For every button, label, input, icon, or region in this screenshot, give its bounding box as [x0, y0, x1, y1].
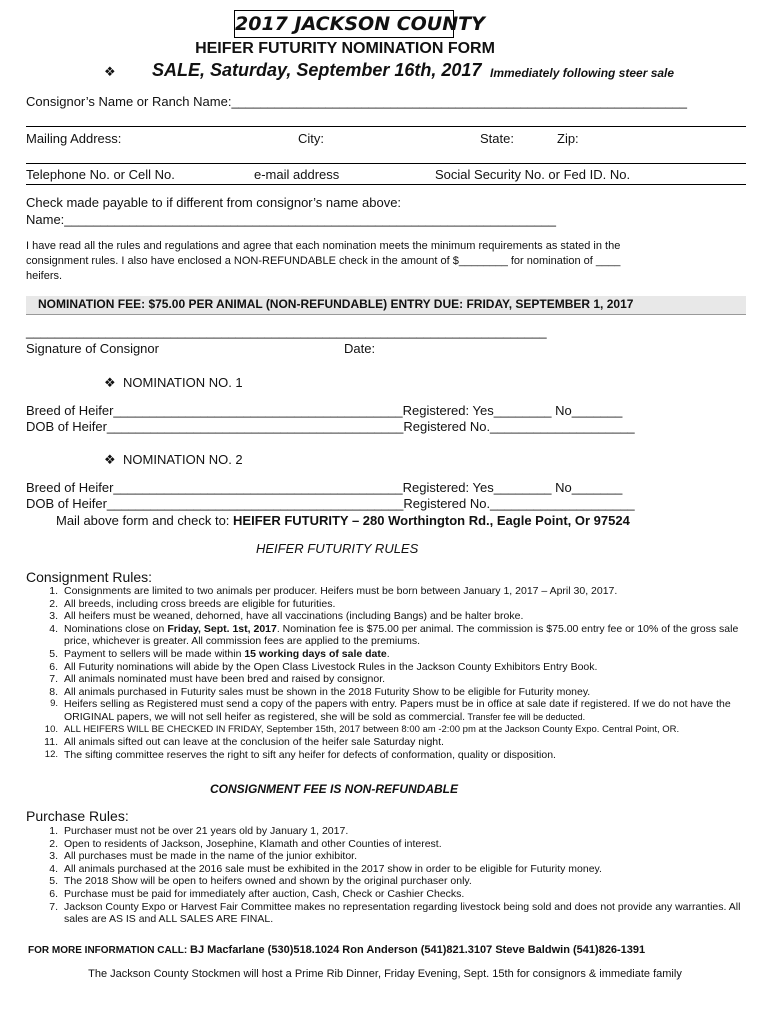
nomination-1-label: NOMINATION NO. 1: [123, 375, 243, 390]
nomination-1-breed-field[interactable]: Breed of Heifer________________________________________Registered: Yes________ No_______: [26, 403, 623, 418]
list-item: 3. All purchases must be made in the name of the junior exhibitor.: [49, 850, 357, 863]
ssn-label: Social Security No. or Fed ID. No.: [435, 167, 631, 182]
agreement-line-3: heifers.: [26, 270, 63, 282]
rules-title: HEIFER FUTURITY RULES: [256, 541, 419, 556]
list-item: 5. Payment to sellers will be made within 15 working days of sale date.: [49, 647, 390, 660]
list-item: 4. All animals purchased at the 2016 sale must be exhibited in the 2017 show in order to be eligible for Futurity money.: [49, 862, 602, 875]
diamond-bullet-icon: ❖: [104, 375, 116, 390]
list-item: 6. Purchase must be paid for immediately after auction, Cash, Check or Cashier Checks.: [49, 887, 465, 900]
list-item: 5. The 2018 Show will be open to heifers owned and shown by the original purchaser only.: [49, 875, 472, 888]
mail-address: HEIFER FUTURITY – 280 Worthington Rd., Eagle Point, Or 97524: [233, 513, 630, 528]
contact-info: [28, 944, 645, 956]
state-label: State:: [480, 131, 514, 146]
list-item: 11. All animals sifted out can leave at the conclusion of the heifer sale Saturday night.: [44, 736, 444, 749]
contact-label: FOR MORE INFORMATION CALL:: [28, 945, 191, 956]
diamond-bullet-icon: ❖: [104, 452, 116, 467]
mail-prefix: Mail above form and check to:: [56, 513, 234, 528]
list-item: 1. Purchaser must not be over 21 years old by January 1, 2017.: [49, 825, 349, 837]
sale-date: SALE, Saturday, September 16th, 2017: [152, 60, 482, 80]
list-item: 7. All animals nominated must have been bred and raised by consignor.: [49, 673, 386, 686]
nomination-2-breed-field[interactable]: Breed of Heifer________________________________________Registered: Yes________ No_______: [26, 480, 623, 495]
agreement-line-1: I have read all the rules and regulations and agree that each nomination meets the minimum requirements as stated in the: [26, 240, 621, 252]
date-label: Date:: [344, 341, 376, 356]
sale-note: Immediately following steer sale: [490, 66, 675, 80]
list-item: 8. All animals purchased in Futurity sales must be shown in the 2018 Futurity Show to be eligible for Futurity money.: [49, 685, 591, 698]
consignment-rules-list: [26, 585, 746, 761]
list-item: 2. All breeds, including cross breeds are eligible for futurities.: [49, 597, 336, 610]
list-item: 9. Heifers selling as Registered must send a copy of the papers with entry. Papers must be in office at sale date if registered. If we do not have the ORIGINAL papers, we will not sell heifer as registered, she will be sold as commercial. Transfer fee will be deducted.: [50, 698, 731, 723]
telephone-label: Telephone No. or Cell No.: [26, 167, 175, 182]
consignment-rules-title: Consignment Rules:: [26, 569, 153, 585]
form-title: 2017 JACKSON COUNTY: [234, 10, 454, 38]
agreement-line-2: consignment rules. I also have enclosed a NON-REFUNDABLE check in the amount of $________ for nomination of ____: [26, 255, 621, 267]
list-item: 6. All Futurity nominations will abide by the Open Class Livestock Rules in the Jackson County Exhibitors Entry Book.: [49, 660, 598, 673]
mailing-address-label: Mailing Address:: [26, 131, 122, 146]
list-item: 3. All heifers must be weaned, dehorned, have all vaccinations (including Bangs) and be halter broke.: [49, 610, 524, 623]
list-item: 4. Nominations close on Friday, Sept. 1st, 2017. Nomination fee is $75.00 per animal. The commission is $75.00 entry fee or 10% of the gross sale price, whichever is greater. All commission fees are applied to the premiums.: [49, 622, 739, 648]
diamond-bullet-icon: ❖: [104, 64, 116, 79]
list-item: 12. The sifting committee reserves the right to sift any heifer for defects of conformation, quality or disposition.: [44, 748, 556, 761]
signature-label: Signature of Consignor: [26, 341, 159, 356]
check-payable-label: Check made payable to if different from consignor’s name above:: [26, 195, 402, 210]
purchase-rules-title: Purchase Rules:: [26, 808, 129, 824]
list-item: 2. Open to residents of Jackson, Josephine, Klamath and other Counties of interest.: [49, 837, 442, 850]
city-label: City:: [298, 131, 324, 146]
consignment-fee-note: CONSIGNMENT FEE IS NON-REFUNDABLE: [210, 782, 459, 796]
nomination-1-dob-field[interactable]: DOB of Heifer_________________________________________Registered No.____________________: [26, 419, 635, 434]
email-label: e-mail address: [254, 167, 340, 182]
mail-instructions: [56, 513, 630, 528]
nomination-2-dob-field[interactable]: DOB of Heifer_________________________________________Registered No.____________________: [26, 496, 635, 511]
divider: [26, 126, 746, 127]
footer-note: The Jackson County Stockmen will host a Prime Rib Dinner, Friday Evening, Sept. 15th for consignors & immediate family: [88, 968, 682, 980]
zip-label: Zip:: [557, 131, 579, 146]
divider: [26, 163, 746, 164]
contact-names: BJ Macfarlane (530)518.1024 Ron Anderson (541)821.3107 Steve Baldwin (541)826-1391: [190, 944, 646, 956]
nomination-fee-text: NOMINATION FEE: $75.00 PER ANIMAL (NON-REFUNDABLE) ENTRY DUE: FRIDAY, SEPTEMBER 1, 2017: [38, 297, 634, 311]
purchase-rules-list: [26, 825, 746, 926]
divider: [26, 184, 746, 185]
form-subtitle: HEIFER FUTURITY NOMINATION FORM: [195, 40, 495, 57]
list-item: 1. Consignments are limited to two animals per producer. Heifers must be born between January 1, 2017 – April 30, 2017.: [49, 585, 618, 597]
consignor-name-field[interactable]: Consignor’s Name or Ranch Name:_______________________________________________________________: [26, 94, 687, 109]
payee-name-field[interactable]: Name:____________________________________________________________________: [26, 212, 556, 227]
list-item: 10. ALL HEIFERS WILL BE CHECKED IN FRIDAY, September 15th, 2017 between 8:00 am -2:00 pm at the Jackson County Expo. Central Point, OR.: [44, 723, 680, 735]
nomination-2-label: NOMINATION NO. 2: [123, 452, 243, 467]
list-item: 7. Jackson County Expo or Harvest Fair Committee makes no representation regarding livestock being sold and does not provide any warranties. All sales are AS IS and ALL SALES ARE FINAL.: [49, 900, 741, 926]
signature-line[interactable]: ________________________________________________________________________: [26, 324, 547, 339]
